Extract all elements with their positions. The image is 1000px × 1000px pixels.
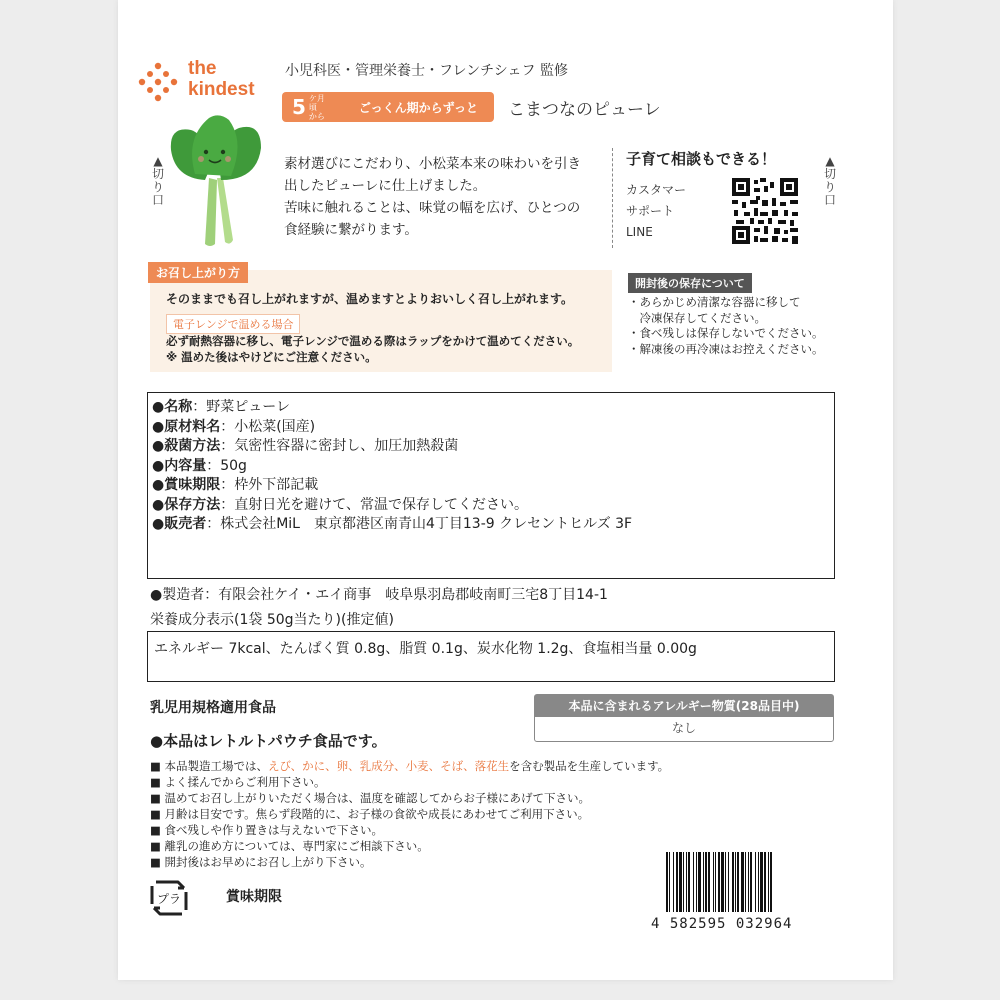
retort-notice: ●本品はレトルトパウチ食品です。 bbox=[150, 732, 387, 750]
note-item: ■ 月齢は目安です。焦らず段階的に、お子様の食欲や成長にあわせてご利用下さい。 bbox=[150, 807, 590, 821]
infant-food-label: 乳児用規格適用食品 bbox=[150, 700, 276, 716]
allergy-title: 本品に含まれるアレルギー物質(28品目中) bbox=[535, 695, 833, 717]
storage-label: 開封後の保存について bbox=[628, 273, 752, 293]
nutrition-title: 栄養成分表示(1袋 50g当たり)(推定値) bbox=[150, 612, 394, 628]
komatsuna-illustration-icon bbox=[165, 108, 265, 248]
consult-list: カスタマー サポート LINE bbox=[626, 183, 687, 239]
info-row: ●殺菌方法：気密性容器に密封し、加圧加熱殺菌 bbox=[152, 438, 459, 454]
brand-logo-text: the kindest bbox=[188, 58, 255, 100]
note-item: ■ 開封後はお早めにお召し上がり下さい。 bbox=[150, 855, 372, 869]
note-item: ■ よく揉んでからご利用下さい。 bbox=[150, 775, 326, 789]
cut-mark-left: ▲ 切 り 口 bbox=[151, 154, 164, 207]
info-row: ●販売者：株式会社MiL 東京都港区南青山4丁目13-9 クレセントヒルズ 3F bbox=[152, 516, 633, 532]
info-row: ●内容量：50g bbox=[152, 457, 247, 474]
storage-instructions: ・あらかじめ清潔な容器に移して 冷凍保存してください。 ・食べ残しは保存しないでください。 ・解凍後の再冷凍はお控えください。 bbox=[628, 295, 824, 356]
intro-text: 素材選びにこだわり、小松菜本来の味わいを引き 出したピューレに仕上げました。 苦味に触れることは、味覚の幅を広げ、ひとつの 食経験に繋がります。 bbox=[284, 156, 581, 238]
info-row: ●保存方法：直射日光を避けて、常温で保存してください。 bbox=[152, 496, 528, 513]
age-unit: ケ月頃 から bbox=[308, 93, 325, 121]
serving-main-text: そのままでも召し上がれますが、温めますとよりおいしく召し上がれます。 bbox=[166, 292, 574, 306]
caution-notes bbox=[150, 758, 710, 870]
plastic-recycle-icon bbox=[148, 878, 190, 918]
note-item: ■ 本品製造工場では、えび、かに、卵、乳成分、小麦、そば、落花生を含む製品を生産しています。 bbox=[150, 759, 670, 773]
section-divider bbox=[612, 148, 613, 248]
expiry-label: 賞味期限 bbox=[226, 889, 282, 905]
allergy-value: なし bbox=[671, 721, 696, 735]
info-row: ●原材料名：小松菜(国産) bbox=[152, 418, 316, 435]
microwave-instructions: 必ず耐熱容器に移し、電子レンジで温める際はラップをかけて温めてください。 ※ 温めた後はやけどにご注意ください。 bbox=[166, 334, 580, 364]
supervision-text: 小児科医・管理栄養士・フレンチシェフ 監修 bbox=[285, 63, 568, 79]
barcode-icon bbox=[664, 852, 819, 912]
note-item: ■ 食べ残しや作り置きは与えないで下さい。 bbox=[150, 823, 384, 837]
manufacturer-text: ●製造者：有限会社ケイ・エイ商事 岐阜県羽島郡岐南町三宅8丁目14-1 bbox=[150, 587, 608, 603]
consult-title: 子育て相談もできる！ bbox=[626, 150, 777, 168]
serving-label: お召し上がり方 bbox=[148, 262, 248, 283]
svg-text:プラ: プラ bbox=[156, 892, 182, 906]
age-badge bbox=[282, 92, 494, 122]
barcode-number: 4 582595 032964 bbox=[651, 916, 793, 932]
nutrition-values: エネルギー 7kcal、たんぱく質 0.8g、脂質 0.1g、炭水化物 1.2g、食塩相当量 0.00g bbox=[154, 641, 697, 657]
product-info-list bbox=[152, 398, 632, 535]
product-name: こまつなのピューレ bbox=[508, 100, 661, 120]
info-row: ●名称：野菜ピューレ bbox=[152, 399, 290, 415]
cut-mark-right: ▲ 切 り 口 bbox=[823, 154, 836, 207]
age-text: ごっくん期からずっと bbox=[358, 100, 478, 115]
line-qr-code-icon[interactable] bbox=[732, 178, 798, 244]
note-item: ■ 温めてお召し上がりいただく場合は、温度を確認してからお子様にあげて下さい。 bbox=[150, 791, 591, 805]
brand-logo-icon bbox=[136, 60, 180, 104]
note-item: ■ 離乳の進め方については、専門家にご相談下さい。 bbox=[150, 839, 429, 853]
microwave-label: 電子レンジで温める場合 bbox=[166, 314, 300, 334]
info-row: ●賞味期限：枠外下部記載 bbox=[152, 477, 319, 493]
age-number: 5 bbox=[292, 95, 306, 119]
